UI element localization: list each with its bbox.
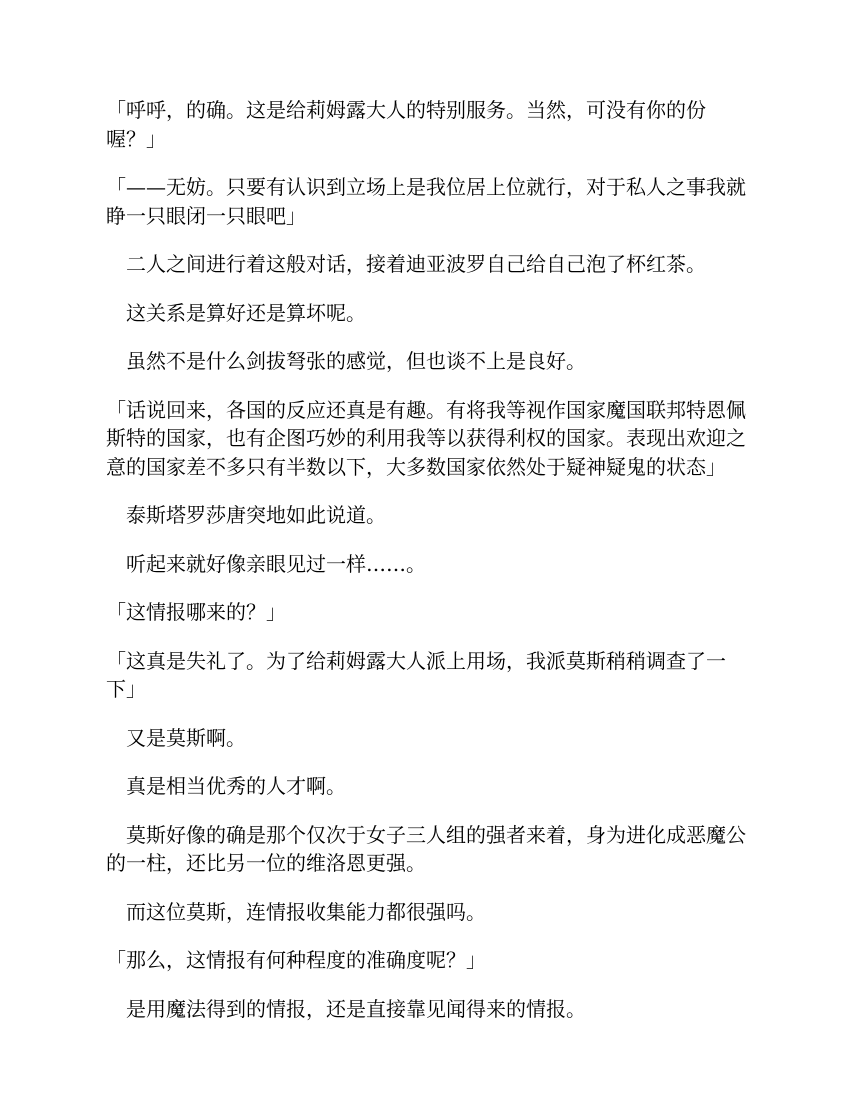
narration-paragraph: 又是莫斯啊。: [126, 725, 246, 750]
dialogue-paragraph: 「——无妨。只要有认识到立场上是我位居上位就行，对于私人之事我就睁一只眼闭一只眼吧」: [106, 175, 746, 228]
dialogue-paragraph: 「这真是失礼了。为了给莉姆露大人派上用场，我派莫斯稍稍调查了一下」: [106, 648, 726, 701]
dialogue-paragraph: 「话说回来，各国的反应还真是有趣。有将我等视作国家魔国联邦特恩佩斯特的国家，也有企图巧妙的利用我等以获得利权的国家。表现出欢迎之意的国家差不多只有半数以下，大多数国家依然处于疑神疑鬼的状态」: [106, 397, 746, 479]
narration-paragraph: 泰斯塔罗莎唐突地如此说道。: [126, 503, 386, 527]
dialogue-paragraph: 「那么，这情报有何种程度的准确度呢？」: [106, 948, 486, 972]
narration-paragraph: 而这位莫斯，连情报收集能力都很强吗。: [126, 899, 486, 924]
narration-paragraph: 莫斯好像的确是那个仅次于女子三人组的强者来着，身为进化成恶魔公的一柱，还比另一位的维洛恩更强。: [106, 822, 746, 875]
dialogue-paragraph: 「呼呼，的确。这是给莉姆露大人的特别服务。当然，可没有你的份喔？」: [106, 98, 706, 151]
document-body: [106, 96, 746, 1043]
narration-paragraph: 是用魔法得到的情报，还是直接靠见闻得来的情报。: [126, 996, 586, 1021]
narration-paragraph: 二人之间进行着这般对话，接着迪亚波罗自己给自己泡了杯红茶。: [126, 252, 706, 276]
narration-paragraph: 听起来就好像亲眼见过一样……。: [126, 551, 426, 576]
narration-paragraph: 这关系是算好还是算坏呢。: [126, 300, 366, 325]
narration-paragraph: 真是相当优秀的人才啊。: [126, 774, 346, 798]
dialogue-paragraph: 「这情报哪来的？」: [106, 600, 286, 624]
narration-paragraph: 虽然不是什么剑拔弩张的感觉，但也谈不上是良好。: [126, 349, 586, 373]
